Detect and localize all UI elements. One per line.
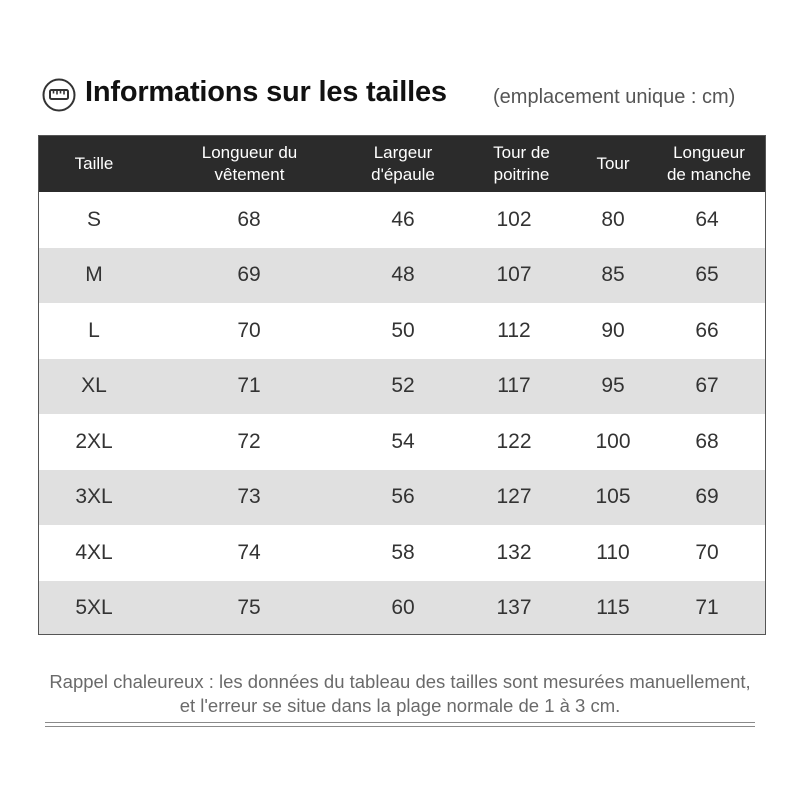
- footer-divider: [45, 722, 755, 723]
- cell-shoulder-width: 58: [391, 540, 415, 564]
- cell-sleeve-length: 70: [695, 540, 719, 564]
- cell-shoulder-width: 54: [391, 429, 415, 453]
- cell-tour: 105: [595, 485, 631, 509]
- cell-chest: 132: [496, 540, 532, 564]
- cell-sleeve-length: 66: [695, 318, 719, 342]
- cell-garment-length: 68: [237, 207, 261, 231]
- table-row: [39, 470, 765, 526]
- cell-chest: 102: [496, 207, 532, 231]
- size-table: [38, 135, 766, 635]
- column-header-shoulder-width: Largeur d'épaule: [371, 143, 435, 184]
- cell-garment-length: 74: [237, 540, 261, 564]
- cell-sleeve-length: 69: [695, 485, 719, 509]
- cell-shoulder-width: 56: [391, 485, 415, 509]
- cell-tour: 95: [601, 374, 625, 398]
- unit-subtitle: (emplacement unique : cm): [493, 86, 736, 108]
- cell-garment-length: 73: [237, 485, 261, 509]
- cell-shoulder-width: 52: [391, 374, 415, 398]
- cell-sleeve-length: 71: [695, 596, 719, 620]
- cell-tour: 100: [595, 429, 631, 453]
- cell-garment-length: 72: [237, 429, 261, 453]
- page-title: Informations sur les tailles: [85, 76, 447, 108]
- table-row: [39, 581, 765, 636]
- page-header: [40, 74, 780, 118]
- cell-chest: 122: [496, 429, 532, 453]
- footer-note: Rappel chaleureux : les données du tableau des tailles sont mesurées manuellement, et l'erreur se situe dans la plage normale de 1 à 3 cm.: [49, 671, 751, 716]
- ruler-icon: [42, 78, 76, 112]
- cell-chest: 112: [497, 318, 531, 342]
- cell-shoulder-width: 50: [391, 318, 415, 342]
- cell-size: 2XL: [75, 429, 113, 453]
- column-header-garment-length: Longueur du vêtement: [201, 143, 298, 184]
- table-row: [39, 525, 765, 581]
- cell-size: 3XL: [75, 485, 113, 509]
- footer-divider: [45, 726, 755, 727]
- table-row: [39, 359, 765, 415]
- cell-size: 4XL: [75, 540, 113, 564]
- cell-garment-length: 75: [237, 596, 261, 620]
- cell-shoulder-width: 46: [391, 207, 415, 231]
- table-row: [39, 303, 765, 359]
- cell-sleeve-length: 64: [695, 207, 719, 231]
- cell-size: 5XL: [75, 596, 113, 620]
- column-header-sleeve-length: Longueur de manche: [666, 143, 752, 184]
- cell-size: S: [86, 207, 101, 231]
- cell-tour: 80: [601, 207, 625, 231]
- cell-shoulder-width: 60: [391, 596, 415, 620]
- cell-chest: 127: [496, 485, 532, 509]
- cell-garment-length: 69: [237, 263, 261, 287]
- cell-size: XL: [81, 374, 107, 398]
- cell-garment-length: 71: [237, 374, 261, 398]
- cell-sleeve-length: 68: [695, 429, 719, 453]
- cell-size: L: [88, 318, 100, 342]
- cell-chest: 107: [496, 263, 532, 287]
- cell-tour: 110: [596, 540, 630, 564]
- cell-tour: 115: [596, 596, 630, 620]
- column-header-tour: Tour: [596, 154, 630, 173]
- table-row: [39, 248, 765, 304]
- table-row: [39, 414, 765, 470]
- cell-tour: 85: [601, 263, 625, 287]
- cell-shoulder-width: 48: [391, 263, 415, 287]
- cell-garment-length: 70: [237, 318, 261, 342]
- cell-chest: 117: [497, 374, 531, 398]
- column-header-chest: Tour de poitrine: [493, 143, 550, 184]
- cell-sleeve-length: 65: [695, 263, 719, 287]
- table-header: [39, 136, 765, 192]
- column-header-size: Taille: [74, 154, 114, 173]
- table-row: [39, 192, 765, 248]
- cell-tour: 90: [601, 318, 625, 342]
- cell-sleeve-length: 67: [695, 374, 719, 398]
- cell-size: M: [85, 263, 103, 287]
- cell-chest: 137: [496, 596, 532, 620]
